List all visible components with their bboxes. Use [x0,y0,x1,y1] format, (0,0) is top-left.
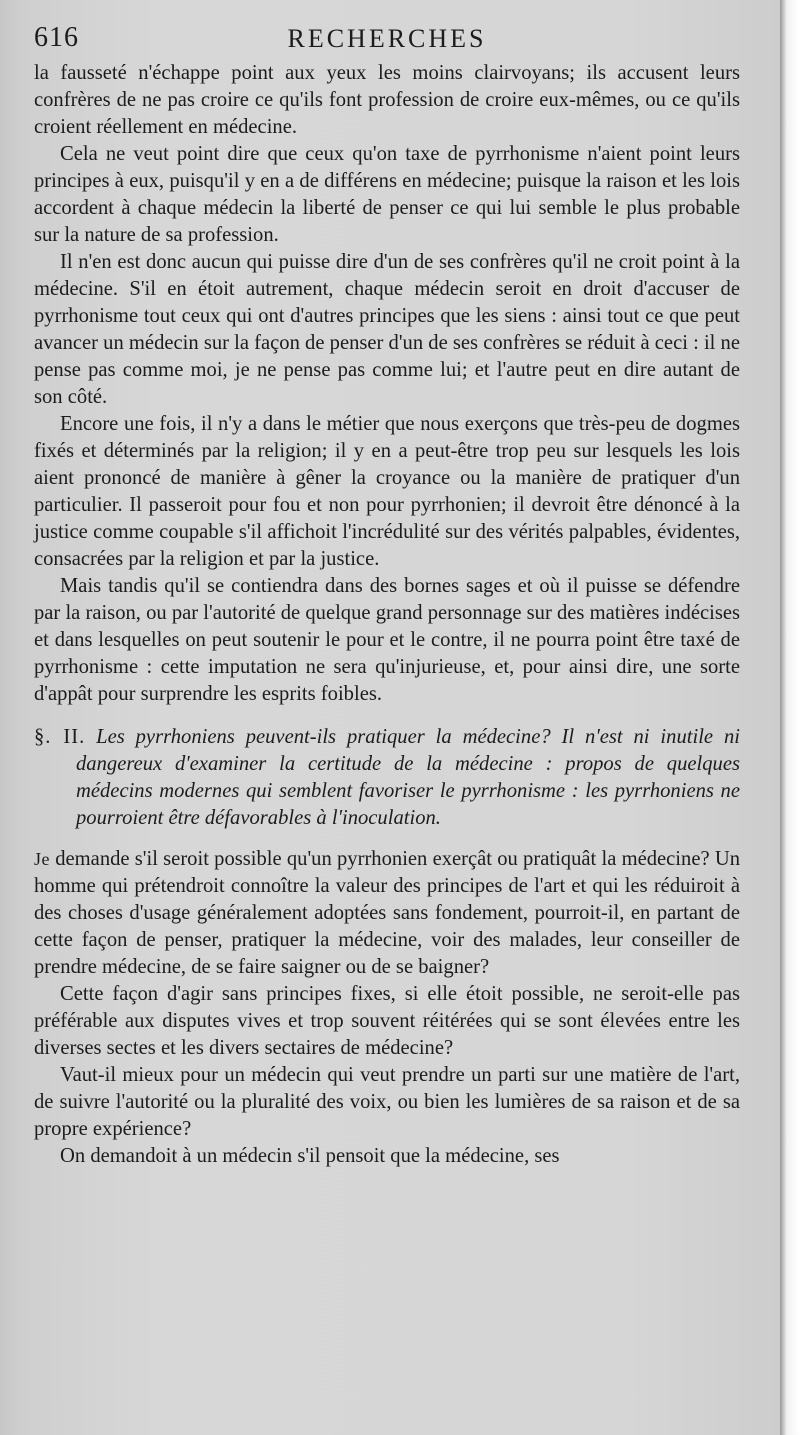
initial-word: Je [34,849,50,869]
page-number: 616 [34,22,79,53]
paragraph: Encore une fois, il n'y a dans le métier que nous exerçons que très-peu de dogmes fixés et déterminés par la religion; il y en a peut-être trop peu sur lesquels les lois aient prononcé de manière à gêner la croyance ou la manière de pratiquer d'un particulier. Il passeroit pour fou et non pour pyrrhonien; il devroit être dénoncé à la justice comme coupable s'il affichoit l'incrédulité sur des vérités palpables, évidentes, consacrées par la religion et par la justice. [34,413,740,570]
paragraph: Vaut-il mieux pour un médecin qui veut prendre un parti sur une matière de l'art, de suivre l'autorité ou la pluralité des voix, ou bien les lumières de sa raison et de sa propre expérience? [34,1064,740,1140]
paragraph-first-text: demande s'il seroit possible qu'un pyrrhonien exerçât ou pratiquât la médecine? Un homme qui prétendroit connoître la valeur des principes de l'art et qui les réduiroit à des choses d'usage généralement adoptées sans fondement, pourroit-il, en partant de cette façon de penser, pratiquer la médecine, voir des malades, leur conseiller de prendre médecine, de se faire saigner ou de se baigner? [34,848,740,978]
paragraph: Cette façon d'agir sans principes fixes, si elle étoit possible, ne seroit-elle pas préférable aux disputes vives et trop souvent réitérées qui se sont élevées entre les diverses sectes et les divers sectaires de médecine? [34,983,740,1059]
paragraph: Il n'en est donc aucun qui puisse dire d'un de ses confrères qu'il ne croit point à la médecine. S'il en étoit autrement, chaque médecin seroit en droit d'accuser de pyrrhonisme tout ceux qui ont d'autres principes que les siens : ainsi tout ce que peut avancer un médecin sur la façon de penser d'un de ses confrères se réduit à ceci : il ne pense pas comme moi, je ne pense pas comme lui; et l'autre peut en dire autant de son côté. [34,251,740,408]
paragraph-first [34,846,740,981]
running-head [34,22,740,56]
section-title: Les pyrrhoniens peuvent-ils pratiquer la médecine? Il n'est ni inutile ni dangereux d'examiner la certitude de la médecine : propos de quelques médecins modernes qui semblent favoriser le pyrrhonisme : les pyrrhoniens ne pourroient être défavorables à l'inoculation. [76,726,740,829]
section-number: §. II. [34,726,86,748]
running-title: RECHERCHES [287,24,487,53]
section-heading [34,724,740,832]
text-block [34,22,740,1170]
paragraph-truncated: On demandoit à un médecin s'il pensoit que la médecine, ses [60,1145,560,1167]
paragraph: Mais tandis qu'il se contiendra dans des bornes sages et où il puisse se défendre par la raison, ou par l'autorité de quelque grand personnage sur des matières indécises et dans lesquelles on peut soutenir le pour et le contre, il ne pourra point être taxé de pyrrhonisme : cette imputation ne sera qu'injurieuse, et, pour ainsi dire, une sorte d'appât pour surprendre les esprits foibles. [34,575,740,705]
paragraph-continuation: la fausseté n'échappe point aux yeux les moins clairvoyans; ils accusent leurs confrères de ne pas croire ce qu'ils font profession de croire eux-mêmes, ou ce qu'ils croient réellement en médecine. [34,62,740,138]
paragraph: Cela ne veut point dire que ceux qu'on taxe de pyrrhonisme n'aient point leurs principes à eux, puisqu'il y en a de différens en médecine; puisque la raison et les lois accordent à chaque médecin la liberté de penser ce qui lui semble le plus probable sur la nature de sa profession. [34,143,740,246]
page-edge [780,0,800,1435]
